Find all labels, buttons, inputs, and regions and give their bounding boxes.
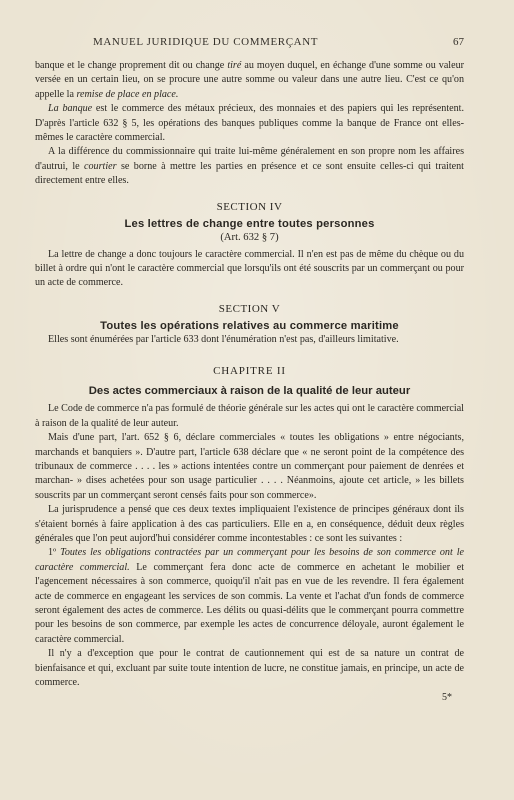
paragraph-change: banque et le change proprement dit ou change tiré au moyen duquel, en échange d'une somme ou valeur versée en un certain lieu, on se procure une autre somme ou valeur dans une autre lieu. C'est ce qu'on appelle la remise de place en place. — [35, 60, 464, 100]
section-label: SECTION V — [218, 302, 281, 315]
paragraph-rule-one: 1º Toutes les obligations contractées par un commerçant pour les besoins de son commerce ont le caractère commercial. Le commerçant fera donc acte de commerce en achetant le mobilier et l'agencement nécessaires à son commerce, quoiqu'il n'ait pas en vue de les revendre. Il fera également acte de commerce en engageant les services de son commis. La vente et l'achat d'un fonds de commerce seront également des actes de commerce. Les délits ou quasi-délits que le commerçant pourra commettre pour les besoins de son commerce, par exemple les actes de concurrence déloyale, auront également le caractère commercial. — [35, 547, 465, 645]
section-label: SECTION IV — [216, 200, 283, 213]
paragraph-courtier: A la différence du commissionnaire qui traite lui-même généralement en son propre nom les affaires d'autrui, le courtier se borne à mettre les parties en présence et ce sont ensuite celles-ci qui traitent directement entre elles. — [35, 146, 464, 187]
paragraph-code: Le Code de commerce n'a pas formulé de théorie générale sur les actes qui ont le caractère commercial à raison de la qualité de leur auteur. — [35, 403, 464, 429]
chapter-label: CHAPITRE II — [213, 365, 286, 378]
paragraph-articles: Mais d'une part, l'art. 652 § 6, déclare commerciales « toutes les obligations » entre négociants, marchands et banquiers ». D'autre part, l'article 638 déclare que « ne seront point de la compétence des tribunaux de commerce . . . . les » actions intentées contre un commerçant pour paiement de denrées et marchan- » dises achetées pour son usage particulier . . . . Néanmoins, ajoute cet article, » les billets souscrits par un commerçant seront censés faits pour son commerce». — [35, 432, 464, 501]
paragraph-lettre-de-change: La lettre de change a donc toujours le caractère commercial. Il n'en est pas de même du chèque ou du billet à ordre qui n'ont le caractère commercial que lorsqu'ils ont été souscrits par un commerçant ou pour un acte de commerce. — [35, 248, 464, 289]
paragraph-maritime: Elles sont énumérées par l'article 633 dont l'énumération n'est pas, d'ailleurs limitative. — [48, 333, 399, 345]
section-subtitle: (Art. 632 § 7) — [220, 231, 279, 243]
section-title: Les lettres de change entre toutes personnes — [124, 217, 375, 230]
chapter-title: Des actes commerciaux à raison de la qualité de leur auteur — [88, 385, 411, 398]
paragraph-jurisprudence: La jurisprudence a pensé que ces deux textes impliquaient l'existence de principes généraux dont ils s'étaient bornés à faire application à des cas particuliers. Elle en a, en conséquence, déduit deux règles générales que l'on peut aujord'hui considérer comme incontestables : ce sont les suivantes : — [35, 504, 464, 544]
signature-mark: 5* — [442, 692, 452, 704]
section-title: Toutes les opérations relatives au commerce maritime — [100, 319, 399, 332]
running-header — [93, 36, 464, 48]
running-title: MANUEL JURIDIQUE DU COMMERÇANT — [93, 36, 319, 48]
page-number: 67 — [453, 36, 464, 48]
paragraph-exception: Il n'y a d'exception que pour le contrat de cautionnement qui est de sa nature un contrat de bienfaisance et qui, excluant par suite toute intention de lucre, ne constitue jamais, en principe, un acte de commerce. — [35, 648, 464, 688]
paragraph-banque: La banque est le commerce des métaux précieux, des monnaies et des papiers qui les représentent. D'après l'article 632 § 5, les opérations des banques publiques comme la banque de France ont elles-mêmes le caractère commercial. — [35, 103, 464, 144]
